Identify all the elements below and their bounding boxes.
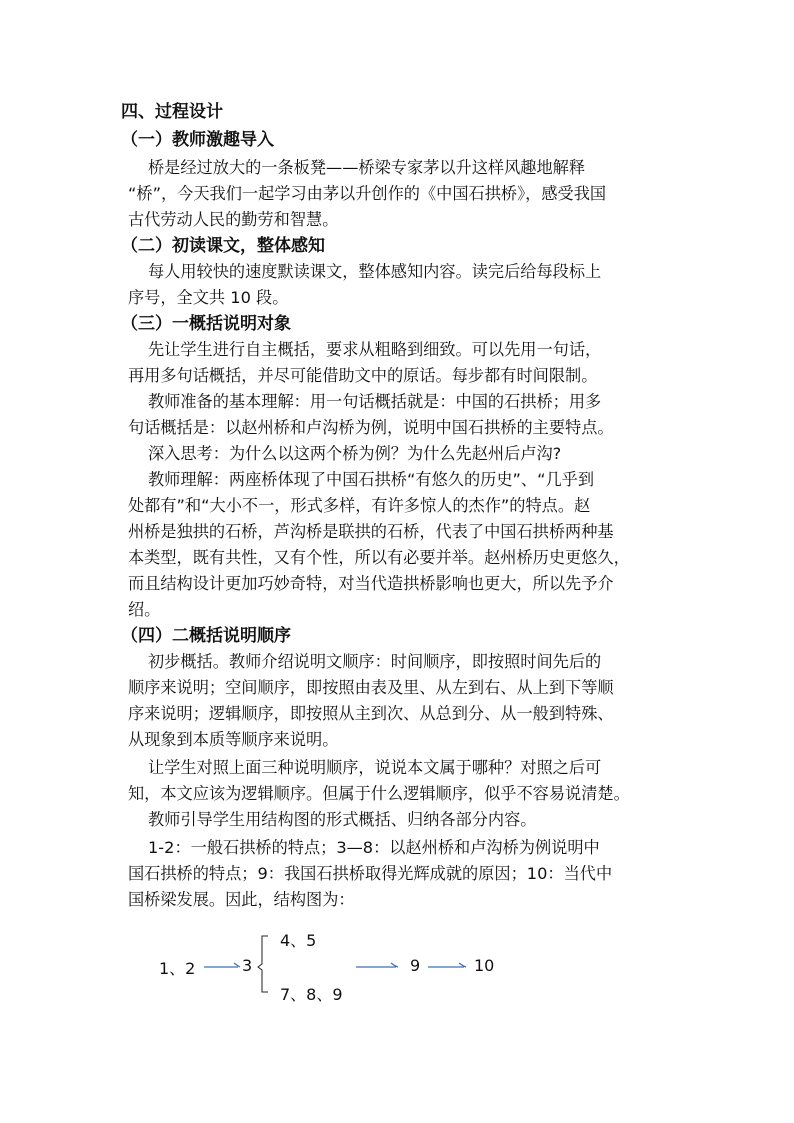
diagram-node-9: 9	[410, 956, 421, 975]
brace-bracket	[258, 936, 268, 992]
paragraph-line: 而且结构设计更加巧妙奇特，对当代造拱桥影响也更大，所以先予介	[128, 574, 614, 593]
paragraph-line: 处都有”和“大小不一，形式多样，有许多惊人的杰作”的特点。赵	[128, 496, 591, 515]
paragraph-line: 深入思考：为什么以这两个桥为例？为什么先赵州后卢沟?	[148, 444, 562, 463]
paragraph-line: 本类型，既有共性，又有个性，所以有必要并举。赵州桥历史更悠久，	[128, 548, 630, 567]
paragraph-line: 先让学生进行自主概括，要求从粗略到细致。可以先用一句话，	[148, 340, 602, 359]
paragraph-line: 序号，全文共 10 段。	[128, 288, 289, 307]
paragraph-line: 桥是经过放大的一条板凳——桥梁专家茅以升这样风趣地解释	[148, 158, 586, 177]
paragraph-line: 教师理解：两座桥体现了中国石拱桥“有悠久的历史”、“几乎到	[148, 470, 595, 489]
diagram-start-node: 1、2	[159, 959, 196, 978]
part-2-heading: （二）初读课文，整体感知	[121, 236, 325, 256]
part-4-heading: （四）二概括说明顺序	[121, 626, 291, 646]
diagram-node-3: 3	[242, 956, 253, 975]
paragraph-line: 1-2：一般石拱桥的特点；3—8：以赵州桥和卢沟桥为例说明中	[148, 838, 600, 857]
paragraph-line: 绍。	[128, 600, 161, 619]
part-1-heading: （一）教师激趣导入	[121, 130, 274, 150]
structure-diagram	[150, 922, 510, 1012]
paragraph-line: 知，本文应该为逻辑顺序。但属于什么逻辑顺序，似乎不容易说清楚。	[128, 784, 630, 803]
paragraph-line: 每人用较快的速度默读课文，整体感知内容。读完后给每段标上	[148, 262, 602, 281]
paragraph-line: 让学生对照上面三种说明顺序，说说本文属于哪种？对照之后可	[148, 758, 602, 777]
diagram-branch-bottom: 7、8、9	[280, 985, 343, 1004]
paragraph-line: “桥”，今天我们一起学习由茅以升创作的《中国石拱桥》，感受我国	[128, 184, 607, 203]
paragraph-line: 州桥是独拱的石桥，芦沟桥是联拱的石桥，代表了中国石拱桥两种基	[128, 522, 614, 541]
paragraph-line: 序来说明；逻辑顺序，即按照从主到次、从总到分、从一般到特殊、	[128, 704, 614, 723]
paragraph-line: 顺序来说明；空间顺序，即按照由表及里、从左到右、从上到下等顺	[128, 678, 614, 697]
diagram-end-node: 10	[474, 956, 495, 975]
part-3-heading: （三）一概括说明对象	[121, 314, 291, 334]
paragraph-line: 古代劳动人民的勤劳和智慧。	[128, 210, 339, 229]
paragraph-line: 国桥梁发展。因此，结构图为：	[128, 890, 355, 909]
paragraph-line: 教师准备的基本理解：用一句话概括就是：中国的石拱桥；用多	[148, 392, 602, 411]
section-title: 四、过程设计	[121, 102, 223, 122]
paragraph-line: 再用多句话概括，并尽可能借助文中的原话。每步都有时间限制。	[128, 366, 598, 385]
paragraph-line: 教师引导学生用结构图的形式概括、归纳各部分内容。	[148, 810, 537, 829]
paragraph-line: 初步概括。教师介绍说明文顺序：时间顺序，即按照时间先后的	[148, 652, 602, 671]
paragraph-line: 句话概括是：以赵州桥和卢沟桥为例，说明中国石拱桥的主要特点。	[128, 418, 614, 437]
paragraph-line: 国石拱桥的特点；9：我国石拱桥取得光辉成就的原因；10：当代中	[128, 864, 613, 883]
diagram-branch-top: 4、5	[280, 931, 317, 950]
paragraph-line: 从现象到本质等顺序来说明。	[128, 730, 339, 749]
